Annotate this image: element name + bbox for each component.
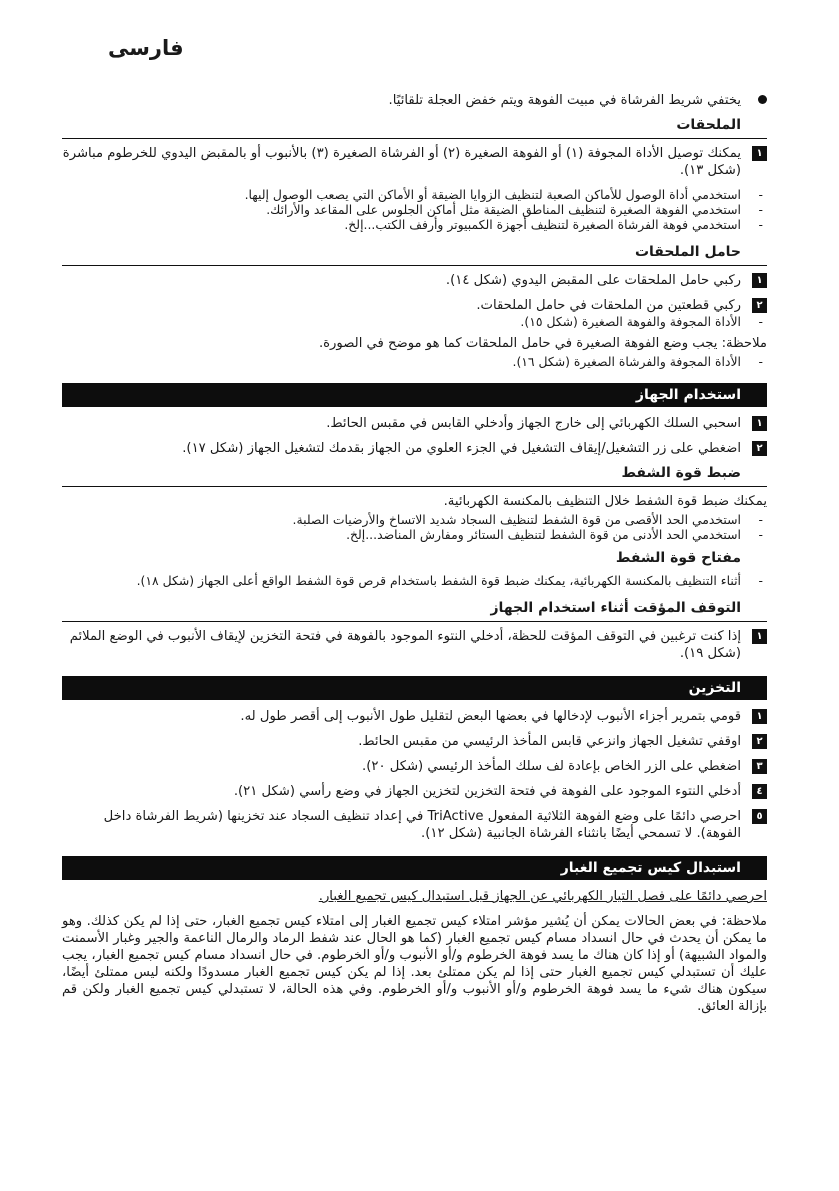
step-text: احرصي دائمًا على وضع الفوهة الثلاثیة المفعول TriActive في إعداد تنظیف السجاد عند تخزینها (شریط الفرشاة داخل الفوهة). لا تسمحي أیضًا بانثناء الفرشاة الجانبیة (شكل ١٢). [103,809,741,841]
step-text: اضغطي على زر التشغیل/إیقاف التشغیل في الجزء العلوي من الجهاز بقدمك لتشغیل الجهاز (شكل ١٧). [182,441,741,456]
dustbag-warning: احرصي دائمًا على فصل التیار الكهربائي عن الجهاز قبل استبدال كیس تجمیع الغبار. [318,889,767,904]
storage-step-5 [62,808,767,842]
step-text: ركبي حامل الملحقات على المقبض الیدوي (شكل ١٤). [445,273,741,288]
accessories-dash-3: - استخدمي فوهة الفرشاة الصغیرة لتنظیف أجهزة الكمبیوتر وأرفف الكتب...إلخ. [62,217,767,232]
step-number-badge: ٣ [752,759,767,774]
step-number-badge: ١ [752,273,767,288]
bullet-dot-icon [758,95,767,104]
storage-step-1 [62,708,767,725]
suction-dash-2: - استخدمي الحد الأدنى من قوة الشفط لتنظیف الستائر ومفارش المناضد...إلخ. [62,527,767,542]
suction-dash-1: - استخدمي الحد الأقصى من قوة الشفط لتنظیف السجاد شدید الاتساخ والأرضیات الصلبة. [62,512,767,527]
using-step-1 [62,415,767,432]
holder-step-2 [62,297,767,314]
step-text: اوقفي تشغیل الجهاز وانزعي قابس المأخذ الرئیسي من مقبس الحائط. [358,734,741,749]
step-number-badge: ٢ [752,734,767,749]
manual-page [62,92,767,1015]
language-title: فارسی [108,36,184,60]
dustbag-banner: استبدال كیس تجمیع الغبار [62,856,767,880]
step-text: قومي بتمریر أجزاء الأنبوب لإدخالها في بعضها البعض لتقلیل طول الأنبوب إلى أقصر طول له. [240,709,741,724]
storage-step-3 [62,758,767,775]
accessories-dash-1: - استخدمي أداة الوصول للأماكن الصعبة لتنظیف الزوایا الضیقة أو الأماكن التي یصعب الوصول إلیها. [62,187,767,202]
step-number-badge: ١ [752,416,767,431]
holder-heading: حامل الملحقات [62,244,767,266]
dustbag-note: ملاحظة: في بعض الحالات یمكن أن یُشیر مؤشر امتلاء كیس تجمیع الغبار إلى امتلاء كیس تجمیع الغبار، حتى إذا لم یكن كذلك. وهو ما یمكن أن یحدث في حال انسداد مسام كیس تجمیع الغبار (كما هو الحال عند شفط الرماد والرمال الناعمة والجیر وغبار الأسمنت والمواد الشبیهة) أو إذا كان هناك ما یسد فوهة الخرطوم و/أو الأنبوب و/أو الخرطوم. في حال انسداد مسام كیس تجمیع الغبار، یجب علیك أن تستبدلي كیس تجمیع الغبار حتى إذا لم یكن ممتلئ بعد. إذا لم یكن كیس تجمیع الغبار مسدودًا ولكنه لیس ممتلئ أیضًا، سیكون هناك شيء ما یسد فوهة الخرطوم و/أو الأنبوب و/أو الخرطوم. وفي هذه الحالة، لا تستبدلي كیس تجمیع الغبار ولكن قم بإزالة العائق. [62,914,767,1014]
using-step-2 [62,440,767,457]
accessories-dash-2: - استخدمي الفوهة الصغیرة لتنظیف المناطق الضیقة مثل أماكن الجلوس على المقاعد والأرائك. [62,202,767,217]
using-banner: استخدام الجهاز [62,383,767,407]
step-number-badge: ٤ [752,784,767,799]
storage-step-4 [62,783,767,800]
accessories-heading: الملحقات [62,117,767,139]
storage-banner: التخزین [62,676,767,700]
step-number-badge: ٢ [752,298,767,313]
step-text: اضغطي على الزر الخاص بإعادة لف سلك المأخذ الرئیسي (شكل ٢٠). [362,759,741,774]
holder-step-1 [62,272,767,289]
holder-dash-2: - الأداة المجوفة والفرشاة الصغیرة (شكل ١٦). [62,354,767,369]
suction-switch-heading: مفتاح قوة الشفط [615,550,741,566]
intro-bullet-text: یختفي شریط الفرشاة في مبیت الفوهة ویتم خفض العجلة تلقائیًا. [388,93,741,108]
pause-heading: التوقف المؤقت أثناء استخدام الجهاز [62,600,767,622]
step-text: اسحبي السلك الكهربائي إلى خارج الجهاز وأدخلي القابس في مقبس الحائط. [326,416,741,431]
suction-paragraph: یمكنك ضبط قوة الشفط خلال التنظیف بالمكنسة الكهربائیة. [443,494,767,509]
step-number-badge: ١ [752,629,767,644]
step-number-badge: ١ [752,709,767,724]
step-text: یمكنك توصیل الأداة المجوفة (١) أو الفوهة الصغیرة (٢) أو الفرشاة الصغیرة (٣) بالأنبوب أو بالمقبض الیدوي للخرطوم مباشرة (شكل ١٣). [62,146,741,178]
holder-dash-1: - الأداة المجوفة والفوهة الصغیرة (شكل ١٥). [62,314,767,329]
suction-dash-3: - أثناء التنظیف بالمكنسة الكهربائیة، یمكنك ضبط قوة الشفط باستخدام قرص قوة الشفط الواقع أعلى الجهاز (شكل ١٨). [62,573,767,588]
suction-heading: ضبط قوة الشفط [62,465,767,487]
intro-bullet [62,92,767,109]
step-text: أدخلي النتوء الموجود على الفوهة في فتحة التخزین لتخزین الجهاز في وضع رأسي (شكل ٢١). [233,784,741,799]
step-text: ركبي قطعتین من الملحقات في حامل الملحقات. [476,298,741,313]
step-number-badge: ٥ [752,809,767,824]
step-text: إذا كنت ترغبین في التوقف المؤقت للحظة، أدخلي النتوء الموجود بالفوهة في فتحة التخزین لإیقاف الأنبوب في الوضع الملائم (شكل ١٩). [69,629,741,661]
storage-step-2 [62,733,767,750]
accessories-step-1 [62,145,767,179]
pause-step-1 [62,628,767,662]
holder-note: ملاحظة: یجب وضع الفوهة الصغیرة في حامل الملحقات كما هو موضح في الصورة. [318,336,767,351]
step-number-badge: ١ [752,146,767,161]
step-number-badge: ٢ [752,441,767,456]
